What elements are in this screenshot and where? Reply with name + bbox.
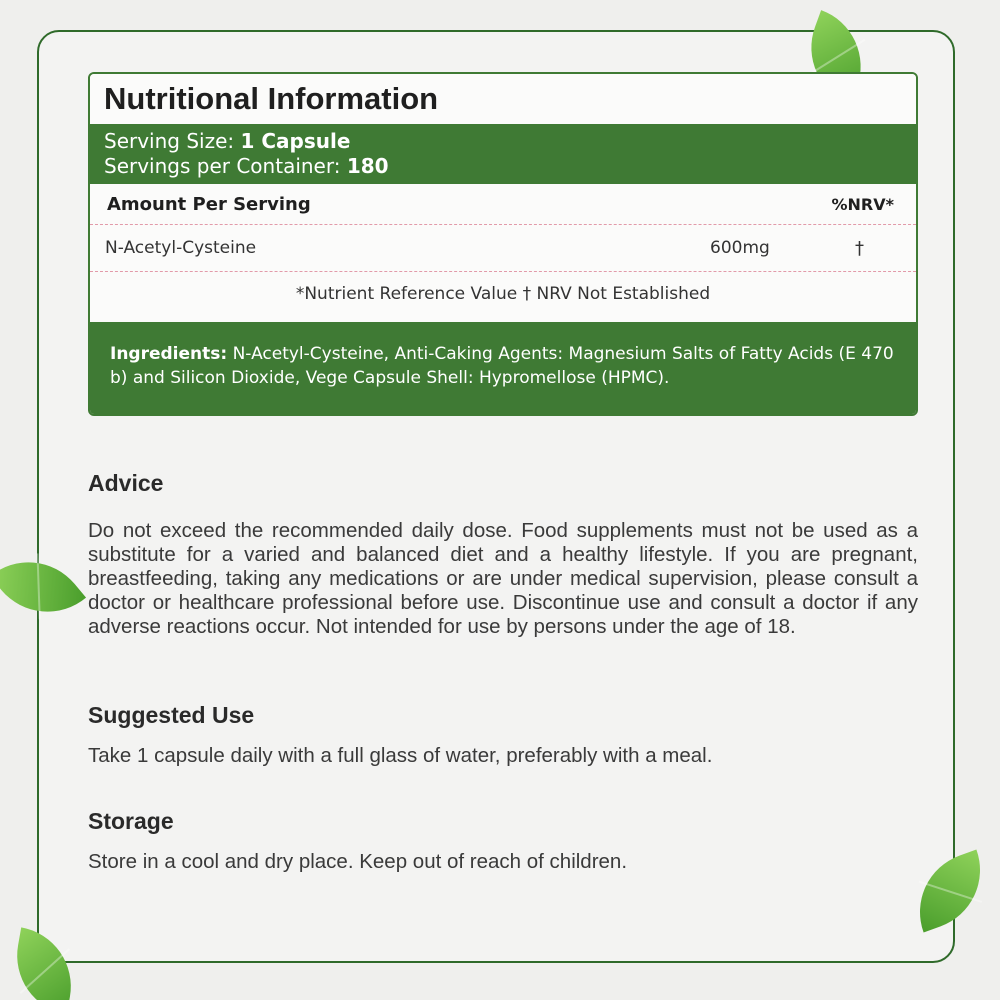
- servings-per-container: [104, 154, 916, 179]
- table-header-row: [90, 184, 916, 225]
- servings-label: Servings per Container:: [104, 154, 341, 178]
- suggested-use-body: Take 1 capsule daily with a full glass of water, preferably with a meal.: [88, 744, 713, 767]
- advice-body: Do not exceed the recommended daily dose. Food supplements must not be used as a substitute for a varied and balanced diet and a healthy lifestyle. If you are pregnant, breastfeeding, taking any medications or are under medical supervision, please consult a doctor or healthcare professional before use. Discontinue use and consult a doctor if any adverse reactions occur. Not intended for use by persons under the age of 18.: [88, 519, 918, 638]
- serving-size-value: 1 Capsule: [240, 129, 351, 153]
- table-footnote: [90, 272, 916, 315]
- table-row: [90, 225, 916, 272]
- nutrition-panel: [88, 72, 918, 416]
- nutrient-nrv: †: [855, 237, 864, 259]
- ingredients-text: N-Acetyl-Cysteine, Anti-Caking Agents: Magnesium Salts of Fatty Acids (E 470 b) and Silicon Dioxide, Vege Capsule Shell: Hypromellose (HPMC).: [110, 344, 894, 388]
- storage-body: Store in a cool and dry place. Keep out of reach of children.: [88, 850, 628, 873]
- storage-title: Storage: [88, 808, 174, 834]
- nutrient-name: N-Acetyl-Cysteine: [105, 238, 257, 258]
- panel-title: Nutritional Information: [90, 74, 916, 126]
- advice-title: Advice: [88, 470, 164, 496]
- suggested-use-title: Suggested Use: [88, 702, 255, 728]
- servings-value: 180: [346, 154, 389, 178]
- serving-size: [104, 129, 916, 154]
- nutrient-amount: 600mg: [710, 238, 770, 258]
- ingredients-label: Ingredients:: [110, 344, 228, 364]
- footnote-text: *Nutrient Reference Value † NRV Not Established: [295, 283, 711, 304]
- serving-size-label: Serving Size:: [104, 129, 235, 153]
- header-nrv: %NRV*: [831, 194, 894, 214]
- serving-info: [90, 126, 916, 184]
- header-amount: Amount Per Serving: [107, 193, 311, 215]
- ingredients-block: [90, 322, 916, 414]
